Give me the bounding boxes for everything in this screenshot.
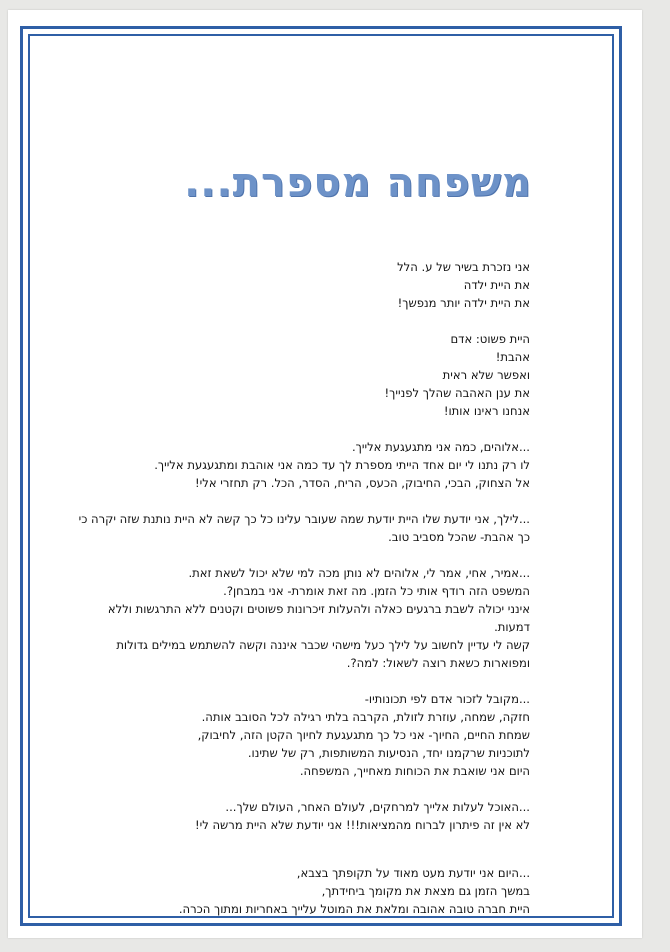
text-line: אהבת!: [495, 350, 530, 364]
paragraph: [70, 510, 530, 546]
paragraph: [70, 798, 530, 834]
text-line: ...לילך, אני יודעת שלו היית יודעת שמה שעובר עלינו כל כך קשה לא היית נותנת שזה יקרה כי כך אהבת- שהכל מסביב טוב.: [78, 512, 530, 544]
text-line: ...האוכל לעלות אלייך למרחקים, לעולם האחר, העולם שלך...: [225, 800, 530, 814]
text-line: המשפט הזה רודף אותי כל הזמן. מה זאת אומרת- אני במבחן?.: [223, 584, 530, 598]
text-line: לתוכניות שרקמנו יחד, הנסיעות המשותפות, רק של שתינו.: [247, 746, 530, 760]
text-line: היית חברה טובה אהובה ומלאת את המוטל עלייך באחריות ומתוך הכרה.: [178, 902, 530, 916]
paragraph: [70, 564, 530, 672]
paragraph: [70, 864, 530, 918]
text-line: ואפשר שלא ראית: [442, 368, 530, 382]
text-line: לא אין זה פיתרון לברוח מהמציאות!!! אני יודעת שלא היית מרשה לי!: [194, 818, 530, 832]
text-line: היית פשוט: אדם: [450, 332, 530, 346]
document-body: [70, 258, 530, 936]
paragraph: [70, 690, 530, 780]
text-line: חזקה, שמחה, עוזרת לזולת, הקרבה בלתי רגילה לכל הסובב אותה.: [201, 710, 530, 724]
text-line: ...אמיר, אחי, אמר לי, אלוהים לא נותן מכה למי שלא יכול לשאת זאת.: [188, 566, 530, 580]
text-line: ...אלוהים, כמה אני מתגעגעת אלייך.: [351, 440, 530, 454]
text-line: ...היום אני יודעת מעט מאוד על תקופתך בצבא,: [296, 866, 530, 880]
text-line: קשה לי עדיין לחשוב על לילך כעל מישהי שכבר איננה וקשה להשתמש במילים גדולות ומפוארות כשאת רוצה לשאול: למה?.: [116, 638, 530, 670]
document-title: משפחה מספרת...: [184, 160, 532, 206]
text-line: את ענן האהבה שהלך לפנייך!: [384, 386, 530, 400]
text-line: את היית ילדה: [463, 278, 530, 292]
page-sheet: [8, 10, 642, 938]
text-line: שמחת החיים, החיוך- אני כל כך מתגעגעת לחיוך הקטן הזה, לחיבוק,: [197, 728, 530, 742]
paragraph: [70, 258, 530, 312]
text-line: ...מקובל לזכור אדם לפי תכונותיו-: [364, 692, 530, 706]
text-line: את היית ילדה יותר מנפשך!: [397, 296, 530, 310]
text-line: אינני יכולה לשבת ברגעים כאלה ולהעלות זיכרונות פשוטים וקטנים ללא התרגשות וללא דמעות.: [107, 602, 530, 634]
text-line: אני נזכרת בשיר של ע. הלל: [397, 260, 530, 274]
paragraph: [70, 438, 530, 492]
text-line: היום אני שואבת את הכוחות מאחייך, המשפחה.: [299, 764, 530, 778]
text-line: במשך הזמן גם מצאת את מקומך ביחידתך,: [321, 884, 530, 898]
text-line: אנחנו ראינו אותו!: [443, 404, 530, 418]
text-line: אל הצחוק, הבכי, החיבוק, הכעס, הריח, הסדר, הכל. רק תחזרי אלי!: [195, 476, 530, 490]
paragraph: [70, 330, 530, 420]
text-line: לו רק נתנו לי יום אחד הייתי מספרת לך עד כמה אני אוהבת ומתגעגעת אלייך.: [154, 458, 530, 472]
